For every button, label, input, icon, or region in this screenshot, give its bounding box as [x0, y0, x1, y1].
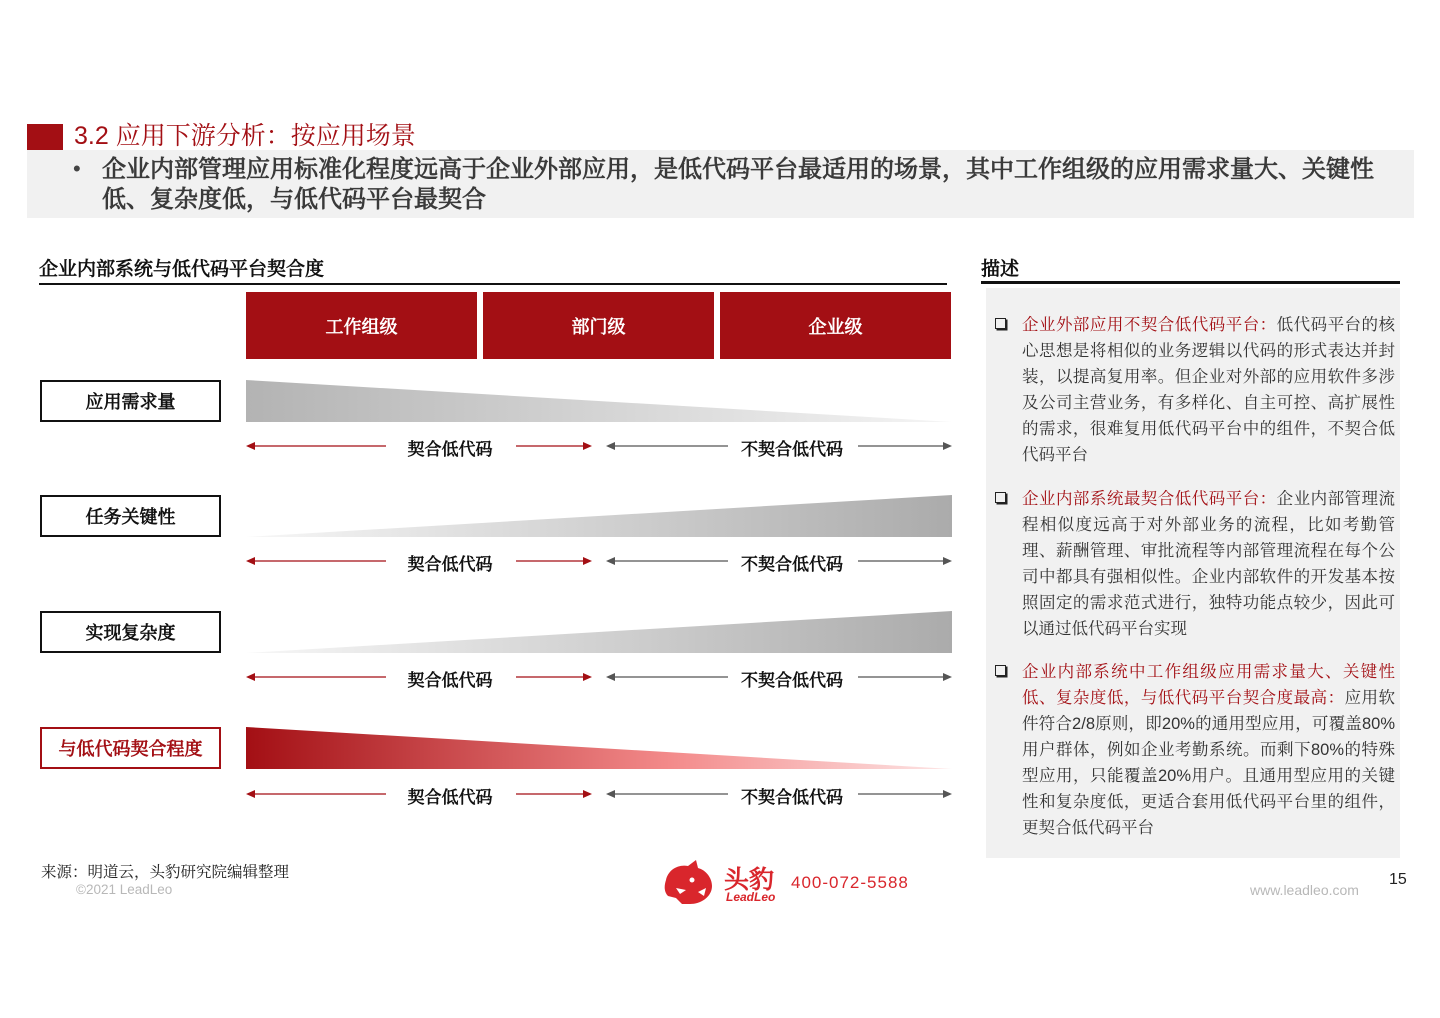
fit-label: 契合低代码: [407, 555, 493, 574]
column-header-enterprise: 企业级: [720, 292, 951, 359]
logo-wordmark-en: LeadLeo: [726, 890, 776, 904]
demand-gradient-wedge: [246, 380, 952, 424]
row-label-fit-degree: 与低代码契合程度: [40, 727, 221, 769]
chart-divider: [39, 283, 947, 285]
column-header-workgroup: 工作组级: [246, 292, 477, 359]
description-item: [995, 659, 1395, 841]
description-item: [995, 486, 1395, 642]
description-highlight: 企业内部系统最契合低代码平台：: [1022, 490, 1277, 508]
page-title: 3.2 应用下游分析：按应用场景: [74, 122, 416, 150]
copyright: ©2021 LeadLeo: [76, 882, 173, 897]
unfit-label: 不契合低代码: [741, 440, 843, 459]
chart-title: 企业内部系统与低代码平台契合度: [39, 259, 325, 280]
logo-wordmark-cn: 头豹: [724, 866, 775, 894]
description-item: [995, 312, 1395, 468]
unfit-label: 不契合低代码: [741, 671, 843, 690]
row-label-criticality: 任务关键性: [40, 495, 221, 537]
fit-label: 契合低代码: [407, 788, 493, 807]
description-text: 企业内部管理流程相似度远高于对外部业务的流程，比如考勤管理、薪酬管理、审批流程等内部管理流程在每个公司中都具有强相似性。企业内部软件的开发基本按照固定的需求范式进行，独特功能点较少，因此可以通过低代码平台实现: [1022, 490, 1396, 638]
description-highlight: 企业内部系统中工作组级应用需求量大、关键性低、复杂度低，与低代码平台契合度最高：: [1022, 663, 1395, 707]
fit-label: 契合低代码: [407, 671, 493, 690]
page-number: 15: [1389, 871, 1407, 888]
row-label-complexity: 实现复杂度: [40, 611, 221, 653]
website-url: www.leadleo.com: [1250, 882, 1359, 898]
fit-label: 契合低代码: [407, 440, 493, 459]
complexity-gradient-wedge: [246, 611, 952, 655]
description-text: 低代码平台的核心思想是将相似的业务逻辑以代码的形式表达并封装，以提高复用率。但企业对外部的应用软件多涉及公司主营业务，有多样化、自主可控、高扩展性的需求，很难复用低代码平台中的组件，不契合低代码平台: [1022, 316, 1396, 464]
checkbox-bullet-icon: [995, 318, 1006, 329]
fit-arrows-demand: [244, 436, 956, 456]
bullet-icon: •: [73, 156, 81, 181]
description-title: 描述: [981, 259, 1020, 280]
description-divider: [981, 281, 1400, 284]
description-text: 应用软件符合2/8原则，即20%的通用型应用，可覆盖80%用户群体，例如企业考勤系统。而剩下80%的特殊型应用，只能覆盖20%用户。且通用型应用的关键性和复杂度低，更适合套用低代码平台里的组件，更契合低代码平台: [1022, 689, 1396, 837]
summary-text: 企业内部管理应用标准化程度远高于企业外部应用，是低代码平台最适用的场景，其中工作组级的应用需求量大、关键性低、复杂度低，与低代码平台最契合: [102, 156, 1374, 213]
column-header-department: 部门级: [483, 292, 714, 359]
fit-degree-gradient-wedge: [246, 727, 952, 771]
checkbox-bullet-icon: [995, 665, 1006, 676]
source-note: 来源：明道云，头豹研究院编辑整理: [41, 864, 290, 881]
row-label-demand: 应用需求量: [40, 380, 221, 422]
criticality-gradient-wedge: [246, 495, 952, 539]
description-highlight: 企业外部应用不契合低代码平台：: [1022, 316, 1277, 334]
unfit-label: 不契合低代码: [741, 788, 843, 807]
fit-arrows-complexity: [244, 667, 956, 687]
fit-arrows-criticality: [244, 551, 956, 571]
unfit-label: 不契合低代码: [741, 555, 843, 574]
fit-arrows-degree: [244, 784, 956, 804]
phone-number: 400-072-5588: [791, 873, 909, 892]
checkbox-bullet-icon: [995, 492, 1006, 503]
